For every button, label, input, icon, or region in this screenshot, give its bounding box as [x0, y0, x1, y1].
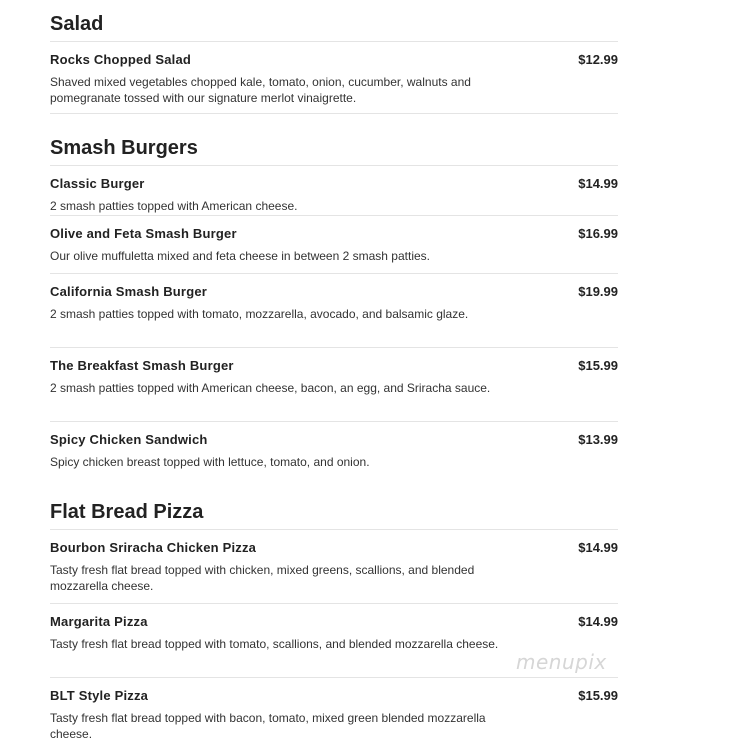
- item-description: Shaved mixed vegetables chopped kale, tomato, onion, cucumber, walnuts and pomegranate tossed with our signature merlot vinaigrette.: [50, 75, 471, 105]
- section-salad: [50, 0, 618, 114]
- item-price: $12.99: [578, 52, 618, 67]
- item-price: $16.99: [578, 226, 618, 241]
- section-flat-bread-pizza: [50, 472, 618, 748]
- item-name: Classic Burger: [50, 176, 145, 191]
- item-price: $13.99: [578, 432, 618, 447]
- item-name: The Breakfast Smash Burger: [50, 358, 234, 373]
- section-title: Salad: [50, 0, 618, 42]
- item-description: 2 smash patties topped with tomato, mozzarella, avocado, and balsamic glaze.: [50, 307, 469, 321]
- item-name: Margarita Pizza: [50, 614, 148, 629]
- item-description: Tasty fresh flat bread topped with bacon, tomato, mixed green blended mozzarella cheese.: [50, 711, 486, 741]
- item-description: 2 smash patties topped with American cheese.: [50, 199, 298, 213]
- item-description: Tasty fresh flat bread topped with chicken, mixed greens, scallions, and blended mozzarella cheese.: [50, 563, 475, 593]
- menu-item[interactable]: [50, 678, 618, 748]
- item-description: Spicy chicken breast topped with lettuce, tomato, and onion.: [50, 455, 370, 469]
- item-price: $19.99: [578, 284, 618, 299]
- menu-item[interactable]: [50, 422, 618, 472]
- watermark-logo: menupix: [516, 650, 607, 674]
- section-smash-burgers: [50, 114, 618, 472]
- menu-item[interactable]: [50, 274, 618, 348]
- menu-item[interactable]: [50, 530, 618, 604]
- item-price: $14.99: [578, 540, 618, 555]
- item-description: 2 smash patties topped with American cheese, bacon, an egg, and Sriracha sauce.: [50, 381, 491, 395]
- section-title: Smash Burgers: [50, 114, 618, 166]
- item-description: Our olive muffuletta mixed and feta cheese in between 2 smash patties.: [50, 249, 430, 263]
- item-name: Spicy Chicken Sandwich: [50, 432, 208, 447]
- menu-item[interactable]: [50, 216, 618, 274]
- menu-item[interactable]: [50, 166, 618, 216]
- item-name: California Smash Burger: [50, 284, 208, 299]
- menu: [50, 0, 618, 748]
- item-price: $15.99: [578, 688, 618, 703]
- menu-item[interactable]: [50, 348, 618, 422]
- item-name: Bourbon Sriracha Chicken Pizza: [50, 540, 257, 555]
- item-name: BLT Style Pizza: [50, 688, 149, 703]
- item-name: Olive and Feta Smash Burger: [50, 226, 237, 241]
- item-price: $15.99: [578, 358, 618, 373]
- item-description: Tasty fresh flat bread topped with tomato, scallions, and blended mozzarella cheese.: [50, 637, 499, 651]
- menu-item[interactable]: [50, 42, 618, 114]
- section-title: Flat Bread Pizza: [50, 472, 618, 530]
- item-price: $14.99: [578, 614, 618, 629]
- item-price: $14.99: [578, 176, 618, 191]
- item-name: Rocks Chopped Salad: [50, 52, 192, 67]
